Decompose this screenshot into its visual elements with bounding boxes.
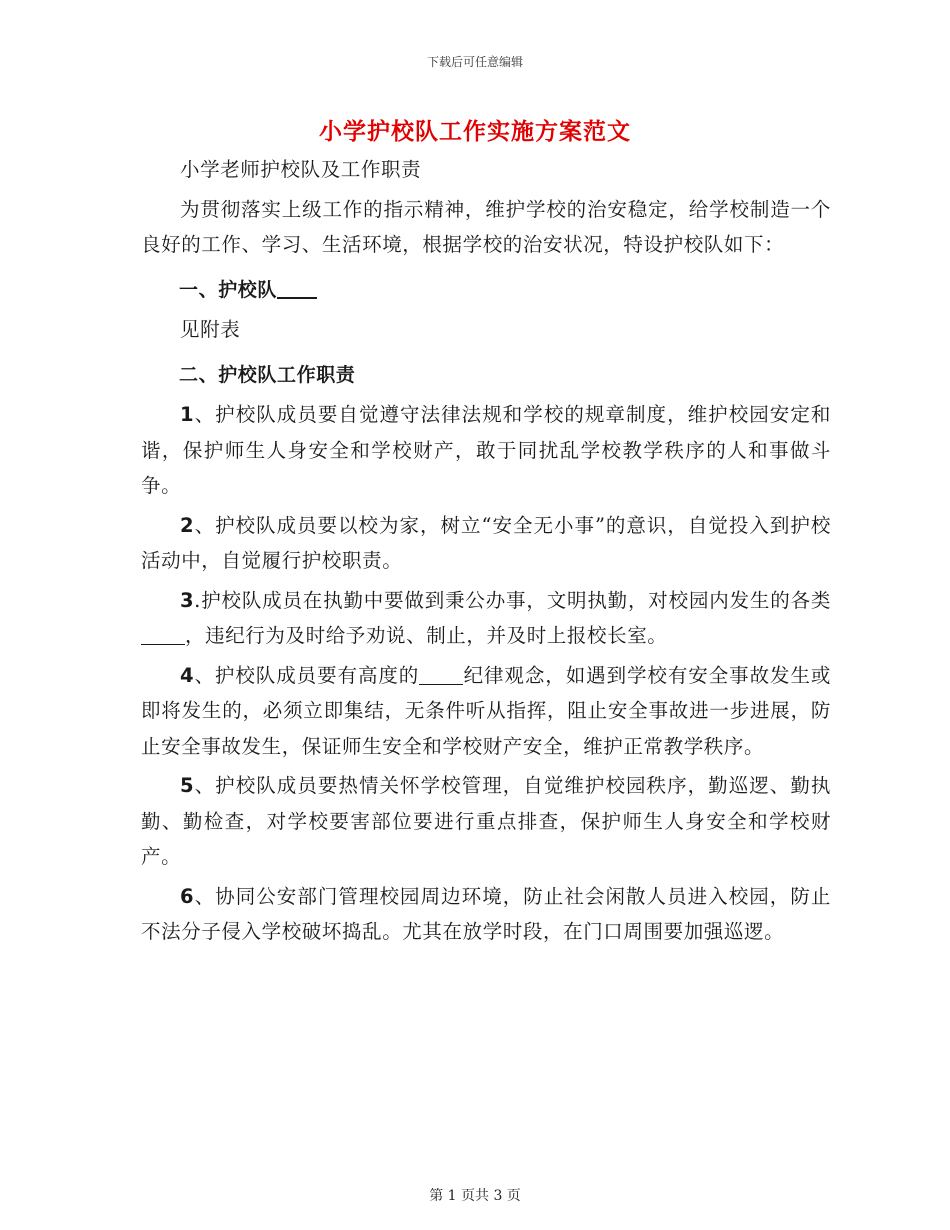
item-paragraph [141, 879, 831, 950]
section2-heading: 二、护校队工作职责 [179, 363, 356, 386]
item-number: 3 [180, 588, 195, 612]
item-text: .护校队成员在执勤中要做到秉公办事，文明执勤，对校园内发生的各类 [194, 588, 831, 612]
item-number: 5 [180, 774, 195, 797]
item-text: 、协同公安部门管理校园周边环境，防止社会闲散人员进入校园，防止不法分子侵入学校破坏捣乱。尤其在放学时段，在门口周围要加强巡逻。 [141, 884, 831, 943]
page-footer: 第 1 页共 3 页 [429, 1188, 521, 1204]
item-paragraph [141, 768, 831, 875]
fill-blank [419, 664, 463, 685]
item-paragraph [141, 658, 831, 765]
subtitle: 小学老师护校队及工作职责 [180, 158, 422, 181]
fill-blank [141, 625, 185, 646]
heading-blank [277, 278, 317, 299]
item-text-after: 纪律观念，如遇到学校有安全事故发生或即将发生的，必须立即集结，无条件听从指挥，阻止安全事故进一步进展，防止安全事故发生，保证师生安全和学校财产安全，维护正常教学秩序。 [141, 663, 831, 758]
item-text: 、护校队成员要热情关怀学校管理，自觉维护校园秩序，勤巡逻、勤执勤、勤检查，对学校要害部位要进行重点排查，保护师生人身安全和学校财产。 [141, 774, 831, 868]
item-number: 6 [180, 884, 195, 908]
item-number: 4 [180, 663, 195, 687]
header-note: 下载后可任意编辑 [426, 55, 523, 69]
item-number: 2 [180, 513, 195, 537]
document-body [141, 152, 831, 954]
intro-paragraph: 为贯彻落实上级工作的指示精神，维护学校的治安稳定，给学校制造一个良好的工作、学习、生活环境，根据学校的治安状况，特设护校队如下： [141, 197, 831, 256]
item-paragraph [141, 508, 831, 579]
item-paragraph [141, 583, 831, 654]
item-paragraph [141, 397, 831, 504]
item-text: 、护校队成员要以校为家，树立“安全无小事”的意识，自觉投入到护校活动中，自觉履行护校职责。 [141, 513, 831, 572]
section1-body: 见附表 [180, 318, 241, 341]
item-number: 1 [180, 403, 195, 426]
item-text-after: ，违纪行为及时给予劝说、制止，并及时上报校长室。 [185, 624, 668, 647]
item-text: 、护校队成员要有高度的 [194, 663, 420, 687]
section1-heading [141, 273, 831, 309]
item-text: 、护校队成员要自觉遵守法律法规和学校的规章制度，维护校园安定和谐，保护师生人身安全和学校财产，敢于同扰乱学校教学秩序的人和事做斗争。 [141, 403, 831, 497]
section1-heading-text: 一、护校队 [179, 278, 278, 301]
document-title: 小学护校队工作实施方案范文 [319, 118, 631, 145]
